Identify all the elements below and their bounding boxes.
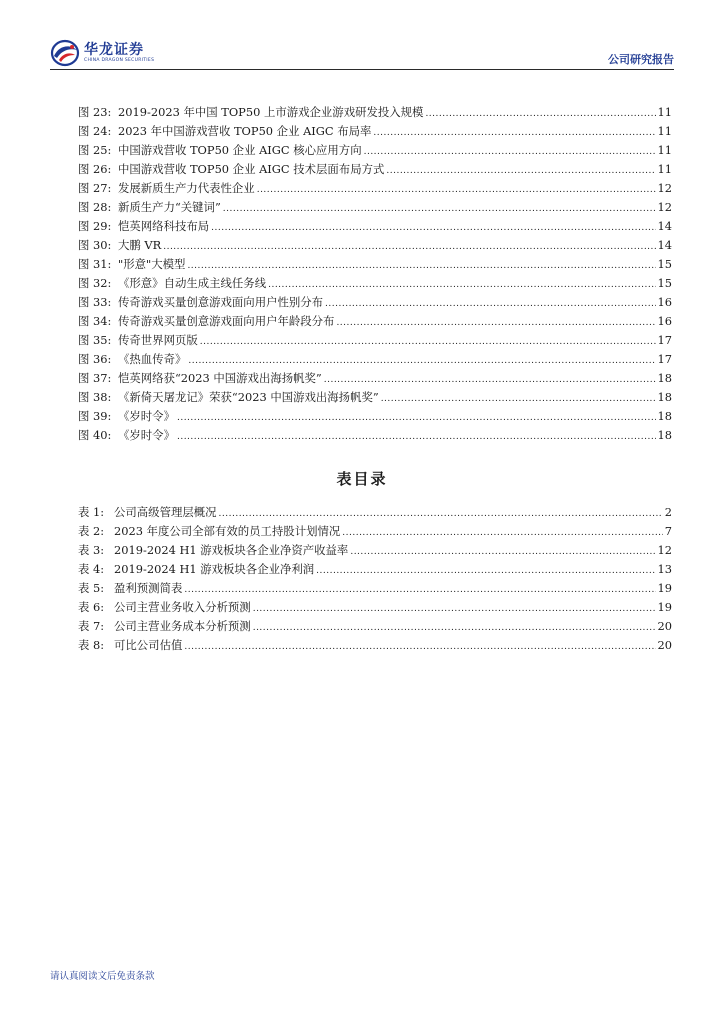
- toc-leader-dots: [316, 562, 655, 576]
- toc-entry-label: 图 35:: [78, 333, 112, 347]
- toc-entry-figure-35[interactable]: [78, 332, 672, 351]
- toc-entry-title: 发展新质生产力代表性企业: [118, 181, 255, 195]
- toc-entry-label: 图 36:: [78, 352, 112, 366]
- report-type-label: 公司研究报告: [608, 53, 674, 66]
- toc-entry-page: 20: [657, 638, 672, 652]
- toc-entry-title: 盈利预测简表: [114, 581, 183, 595]
- toc-entry-table-1[interactable]: [78, 504, 672, 523]
- table-list: [78, 504, 672, 656]
- toc-entry-title: 大鹏 VR: [118, 238, 162, 252]
- toc-entry-title: 《形意》自动生成主线任务线: [118, 276, 267, 290]
- toc-entry-page: 15: [657, 276, 672, 290]
- toc-leader-dots: [200, 333, 656, 347]
- toc-entry-figure-25[interactable]: [78, 142, 672, 161]
- toc-leader-dots: [184, 638, 655, 652]
- toc-entry-label: 图 27:: [78, 181, 112, 195]
- toc-entry-table-8[interactable]: [78, 637, 672, 656]
- toc-entry-label: 图 37:: [78, 371, 112, 385]
- toc-entry-page: 14: [657, 219, 672, 233]
- toc-entry-title: 中国游戏营收 TOP50 企业 AIGC 核心应用方向: [118, 143, 362, 157]
- toc-entry-title: 可比公司估值: [114, 638, 183, 652]
- toc-entry-label: 图 30:: [78, 238, 112, 252]
- toc-entry-title: 公司主营业务收入分析预测: [114, 600, 251, 614]
- toc-entry-page: 11: [657, 162, 672, 176]
- toc-entry-figure-36[interactable]: [78, 351, 672, 370]
- toc-leader-dots: [184, 581, 655, 595]
- toc-leader-dots: [325, 295, 655, 309]
- toc-entry-title: "形意"大模型: [118, 257, 186, 271]
- toc-entry-title: 2019-2024 H1 游戏板块各企业净利润: [114, 562, 315, 576]
- toc-entry-page: 12: [657, 200, 672, 214]
- toc-entry-title: 2019-2023 年中国 TOP50 上市游戏企业游戏研发投入规模: [118, 105, 424, 119]
- toc-entry-page: 14: [657, 238, 672, 252]
- toc-entry-label: 图 40:: [78, 428, 112, 442]
- toc-entry-page: 11: [657, 105, 672, 119]
- toc-entry-label: 图 23:: [78, 105, 112, 119]
- toc-entry-figure-37[interactable]: [78, 370, 672, 389]
- toc-leader-dots: [350, 543, 655, 557]
- toc-entry-figure-40[interactable]: [78, 427, 672, 446]
- toc-leader-dots: [253, 619, 656, 633]
- toc-entry-label: 图 32:: [78, 276, 112, 290]
- toc-entry-label: 图 34:: [78, 314, 112, 328]
- toc-entry-label: 表 2:: [78, 524, 105, 538]
- toc-leader-dots: [163, 238, 655, 252]
- toc-entry-table-6[interactable]: [78, 599, 672, 618]
- toc-entry-page: 20: [657, 619, 672, 633]
- toc-entry-figure-31[interactable]: [78, 256, 672, 275]
- toc-leader-dots: [268, 276, 655, 290]
- toc-entry-label: 图 29:: [78, 219, 112, 233]
- toc-entry-label: 表 4:: [78, 562, 105, 576]
- toc-entry-figure-34[interactable]: [78, 313, 672, 332]
- logo-chinese-name: 华龙证券: [84, 41, 144, 58]
- toc-entry-title: 中国游戏营收 TOP50 企业 AIGC 技术层面布局方式: [118, 162, 385, 176]
- toc-entry-title: 《岁时令》: [118, 409, 175, 423]
- company-logo: [50, 38, 154, 68]
- toc-leader-dots: [257, 181, 656, 195]
- toc-leader-dots: [336, 314, 655, 328]
- toc-entry-figure-24[interactable]: [78, 123, 672, 142]
- toc-entry-table-7[interactable]: [78, 618, 672, 637]
- toc-leader-dots: [364, 143, 656, 157]
- toc-entry-page: 15: [657, 257, 672, 271]
- toc-entry-table-2[interactable]: [78, 523, 672, 542]
- toc-entry-page: 18: [657, 428, 672, 442]
- toc-entry-page: 2: [664, 505, 672, 519]
- toc-leader-dots: [373, 124, 655, 138]
- toc-entry-page: 16: [657, 295, 672, 309]
- toc-leader-dots: [177, 409, 656, 423]
- toc-entry-title: 2023 年中国游戏营收 TOP50 企业 AIGC 布局率: [118, 124, 372, 138]
- toc-entry-title: 2023 年度公司全部有效的员工持股计划情况: [114, 524, 341, 538]
- toc-entry-label: 表 3:: [78, 543, 105, 557]
- toc-entry-page: 16: [657, 314, 672, 328]
- toc-entry-page: 17: [657, 333, 672, 347]
- toc-entry-page: 11: [657, 143, 672, 157]
- toc-entry-label: 图 26:: [78, 162, 112, 176]
- toc-entry-page: 17: [657, 352, 672, 366]
- toc-entry-label: 图 28:: [78, 200, 112, 214]
- toc-entry-figure-28[interactable]: [78, 199, 672, 218]
- dragon-logo-icon: [50, 39, 80, 67]
- toc-entry-title: 恺英网络科技布局: [118, 219, 210, 233]
- toc-entry-table-4[interactable]: [78, 561, 672, 580]
- toc-entry-figure-38[interactable]: [78, 389, 672, 408]
- toc-entry-figure-26[interactable]: [78, 161, 672, 180]
- toc-entry-title: 公司高级管理层概况: [114, 505, 217, 519]
- toc-leader-dots: [211, 219, 655, 233]
- toc-entry-title: 传奇游戏买量创意游戏面向用户年龄段分布: [118, 314, 335, 328]
- toc-entry-table-3[interactable]: [78, 542, 672, 561]
- header-divider: [50, 69, 674, 70]
- toc-leader-dots: [177, 428, 656, 442]
- toc-leader-dots: [425, 105, 655, 119]
- toc-leader-dots: [324, 371, 656, 385]
- toc-entry-page: 12: [657, 543, 672, 557]
- toc-leader-dots: [386, 162, 655, 176]
- toc-entry-label: 图 25:: [78, 143, 112, 157]
- toc-entry-label: 表 6:: [78, 600, 105, 614]
- toc-entry-title: 传奇游戏买量创意游戏面向用户性别分布: [118, 295, 324, 309]
- toc-entry-page: 19: [657, 581, 672, 595]
- toc-entry-page: 18: [657, 409, 672, 423]
- toc-entry-label: 表 5:: [78, 581, 105, 595]
- toc-leader-dots: [342, 524, 662, 538]
- page-header: [50, 38, 674, 70]
- toc-entry-page: 19: [657, 600, 672, 614]
- toc-entry-figure-29[interactable]: [78, 218, 672, 237]
- toc-entry-title: 《岁时令》: [118, 428, 175, 442]
- toc-entry-page: 18: [657, 390, 672, 404]
- toc-leader-dots: [381, 390, 656, 404]
- toc-entry-title: 新质生产力“关键词”: [118, 200, 221, 214]
- toc-entry-page: 12: [657, 181, 672, 195]
- toc-entry-figure-32[interactable]: [78, 275, 672, 294]
- toc-leader-dots: [219, 505, 663, 519]
- toc-entry-label: 表 7:: [78, 619, 105, 633]
- toc-entry-figure-23[interactable]: [78, 104, 672, 123]
- toc-entry-title: 《热血传奇》: [118, 352, 187, 366]
- toc-entry-label: 图 39:: [78, 409, 112, 423]
- toc-entry-page: 11: [657, 124, 672, 138]
- toc-entry-title: 公司主营业务成本分析预测: [114, 619, 251, 633]
- toc-entry-label: 表 1:: [78, 505, 105, 519]
- toc-entry-title: 传奇世界网页版: [118, 333, 198, 347]
- toc-leader-dots: [223, 200, 656, 214]
- toc-entry-figure-30[interactable]: [78, 237, 672, 256]
- toc-leader-dots: [187, 257, 655, 271]
- toc-entry-title: 2019-2024 H1 游戏板块各企业净资产收益率: [114, 543, 349, 557]
- toc-entry-label: 表 8:: [78, 638, 105, 652]
- toc-leader-dots: [188, 352, 655, 366]
- footer-disclaimer: 请认真阅读文后免责条款: [50, 971, 155, 982]
- toc-entry-title: 《新倚天屠龙记》荣获“2023 中国游戏出海扬帆奖”: [118, 390, 379, 404]
- figure-list: [78, 104, 672, 446]
- tables-section-title: 表目录: [336, 470, 388, 488]
- toc-entry-page: 13: [657, 562, 672, 576]
- toc-entry-table-5[interactable]: [78, 580, 672, 599]
- toc-entry-label: 图 24:: [78, 124, 112, 138]
- toc-entry-label: 图 38:: [78, 390, 112, 404]
- toc-entry-figure-27[interactable]: [78, 180, 672, 199]
- toc-entry-page: 7: [664, 524, 672, 538]
- toc-entry-label: 图 31:: [78, 257, 112, 271]
- toc-leader-dots: [253, 600, 656, 614]
- logo-english-name: CHINA DRAGON SECURITIES: [84, 57, 155, 63]
- toc-entry-page: 18: [657, 371, 672, 385]
- toc-entry-title: 恺英网络获“2023 中国游戏出海扬帆奖”: [118, 371, 322, 385]
- toc-entry-label: 图 33:: [78, 295, 112, 309]
- toc-entry-figure-33[interactable]: [78, 294, 672, 313]
- toc-entry-figure-39[interactable]: [78, 408, 672, 427]
